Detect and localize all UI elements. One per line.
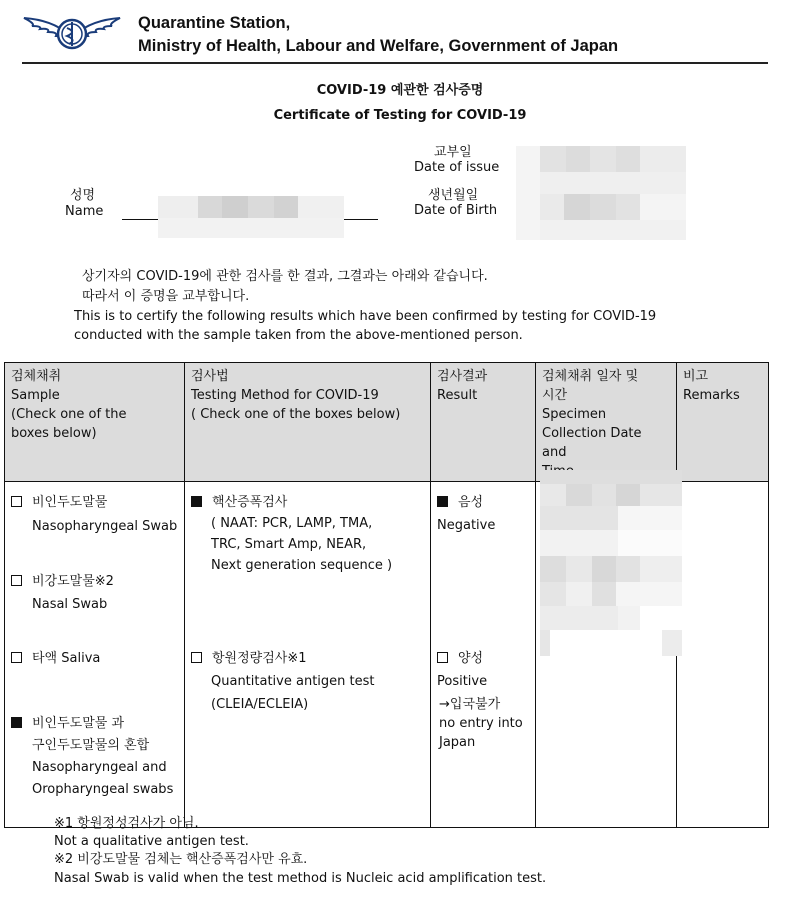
sample-mixed-option[interactable]: 비인두도말물 과 [11,713,124,734]
result-positive-checkbox[interactable] [437,652,448,663]
header-divider [22,62,768,64]
header-method: 검사법 Testing Method for COVID-19 ( Check one of the boxes below) [185,363,431,482]
name-label-ko: 성명 [70,188,96,203]
name-label-en: Name [65,204,104,219]
title-english: Certificate of Testing for COVID-19 [273,108,527,123]
statement-en-line2: conducted with the sample taken from the above-mentioned person. [74,328,523,343]
sample-nasopharyngeal-option[interactable]: 비인두도말물 [11,492,107,513]
footnote-2-en: Nasal Swab is valid when the test method is Nucleic acid amplification test. [54,871,547,886]
name-redacted-blur [158,196,344,238]
method-antigen-line2: Quantitative antigen test [211,674,375,689]
table-body-row [5,482,769,828]
footnote-1-ko: ※1 항원정성검사가 아님. [54,816,199,831]
result-cell [431,482,536,828]
method-naat-option[interactable]: 핵산증폭검사 [191,492,287,513]
method-antigen-checkbox[interactable] [191,652,202,663]
sample-mixed-checkbox[interactable] [11,717,22,728]
issue-label-en: Date of issue [414,160,500,175]
table-header-row [5,363,769,482]
sample-nasal-en: Nasal Swab [32,597,108,612]
sample-saliva-checkbox[interactable] [11,652,22,663]
remarks-cell [677,482,769,828]
result-negative-option[interactable]: 음성 [437,492,483,513]
sample-mixed-en-line2: Oropharyngeal swabs [32,782,174,797]
sample-nasopharyngeal-checkbox[interactable] [11,496,22,507]
sample-saliva-option[interactable]: 타액 Saliva [11,648,100,669]
method-naat-line4: Next generation sequence ) [211,558,393,573]
result-no-entry-en-line1: no entry into [439,716,523,731]
statement-ko-line1: 상기자의 COVID-19에 관한 검사를 한 결과, 그결과는 아래와 같습니다. [82,269,488,284]
collection-date-redacted-blur [540,470,682,656]
result-positive-en: Positive [437,674,488,689]
sample-cell [5,482,185,828]
header-remarks: 비고 Remarks [677,363,769,482]
header-sample: 검체채취 Sample (Check one of the boxes below) [5,363,185,482]
method-cell [185,482,431,828]
org-name-line2: Ministry of Health, Labour and Welfare, Government of Japan [138,37,619,55]
statement-ko-line2: 따라서 이 증명을 교부합니다. [82,289,250,304]
result-negative-en: Negative [437,518,496,533]
result-no-entry-ko: →입국불가 [439,697,501,712]
sample-nasopharyngeal-en: Nasopharyngeal Swab [32,519,178,534]
method-antigen-option[interactable]: 항원정량검사※1 [191,648,307,669]
method-naat-line2: ( NAAT: PCR, LAMP, TMA, [211,516,373,531]
dates-redacted-blur [516,146,686,240]
sample-nasal-option[interactable]: 비강도말물※2 [11,571,114,592]
collection-date-cell [536,482,677,828]
statement-en-line1: This is to certify the following results which have been confirmed by testing for COVID-19 [74,309,657,324]
result-negative-checkbox[interactable] [437,496,448,507]
result-positive-option[interactable]: 양성 [437,648,483,669]
birth-label-ko: 생년월일 [428,188,479,203]
issue-label-ko: 교부일 [434,145,472,160]
quarantine-emblem-logo [22,12,122,56]
results-table [4,362,769,828]
header-collection-date: 검체채취 일자 및 시간 Specimen Collection Date and [536,363,677,482]
method-antigen-line3: (CLEIA/ECLEIA) [211,697,309,712]
footnote-1-en: Not a qualitative antigen test. [54,834,249,849]
org-name-line1: Quarantine Station, [138,14,291,32]
sample-mixed-en-line1: Nasopharyngeal and [32,760,167,775]
title-korean: COVID-19 예관한 검사증명 [316,83,484,98]
method-naat-checkbox[interactable] [191,496,202,507]
header-result: 검사결과 Result [431,363,536,482]
birth-label-en: Date of Birth [414,203,498,218]
sample-mixed-ko-line2: 구인두도말물의 혼합 [32,738,150,753]
result-no-entry-en-line2: Japan [439,735,476,750]
footnote-2-ko: ※2 비강도말물 검체는 핵산증폭검사만 유효. [54,852,308,867]
sample-nasal-checkbox[interactable] [11,575,22,586]
method-naat-line3: TRC, Smart Amp, NEAR, [211,537,367,552]
